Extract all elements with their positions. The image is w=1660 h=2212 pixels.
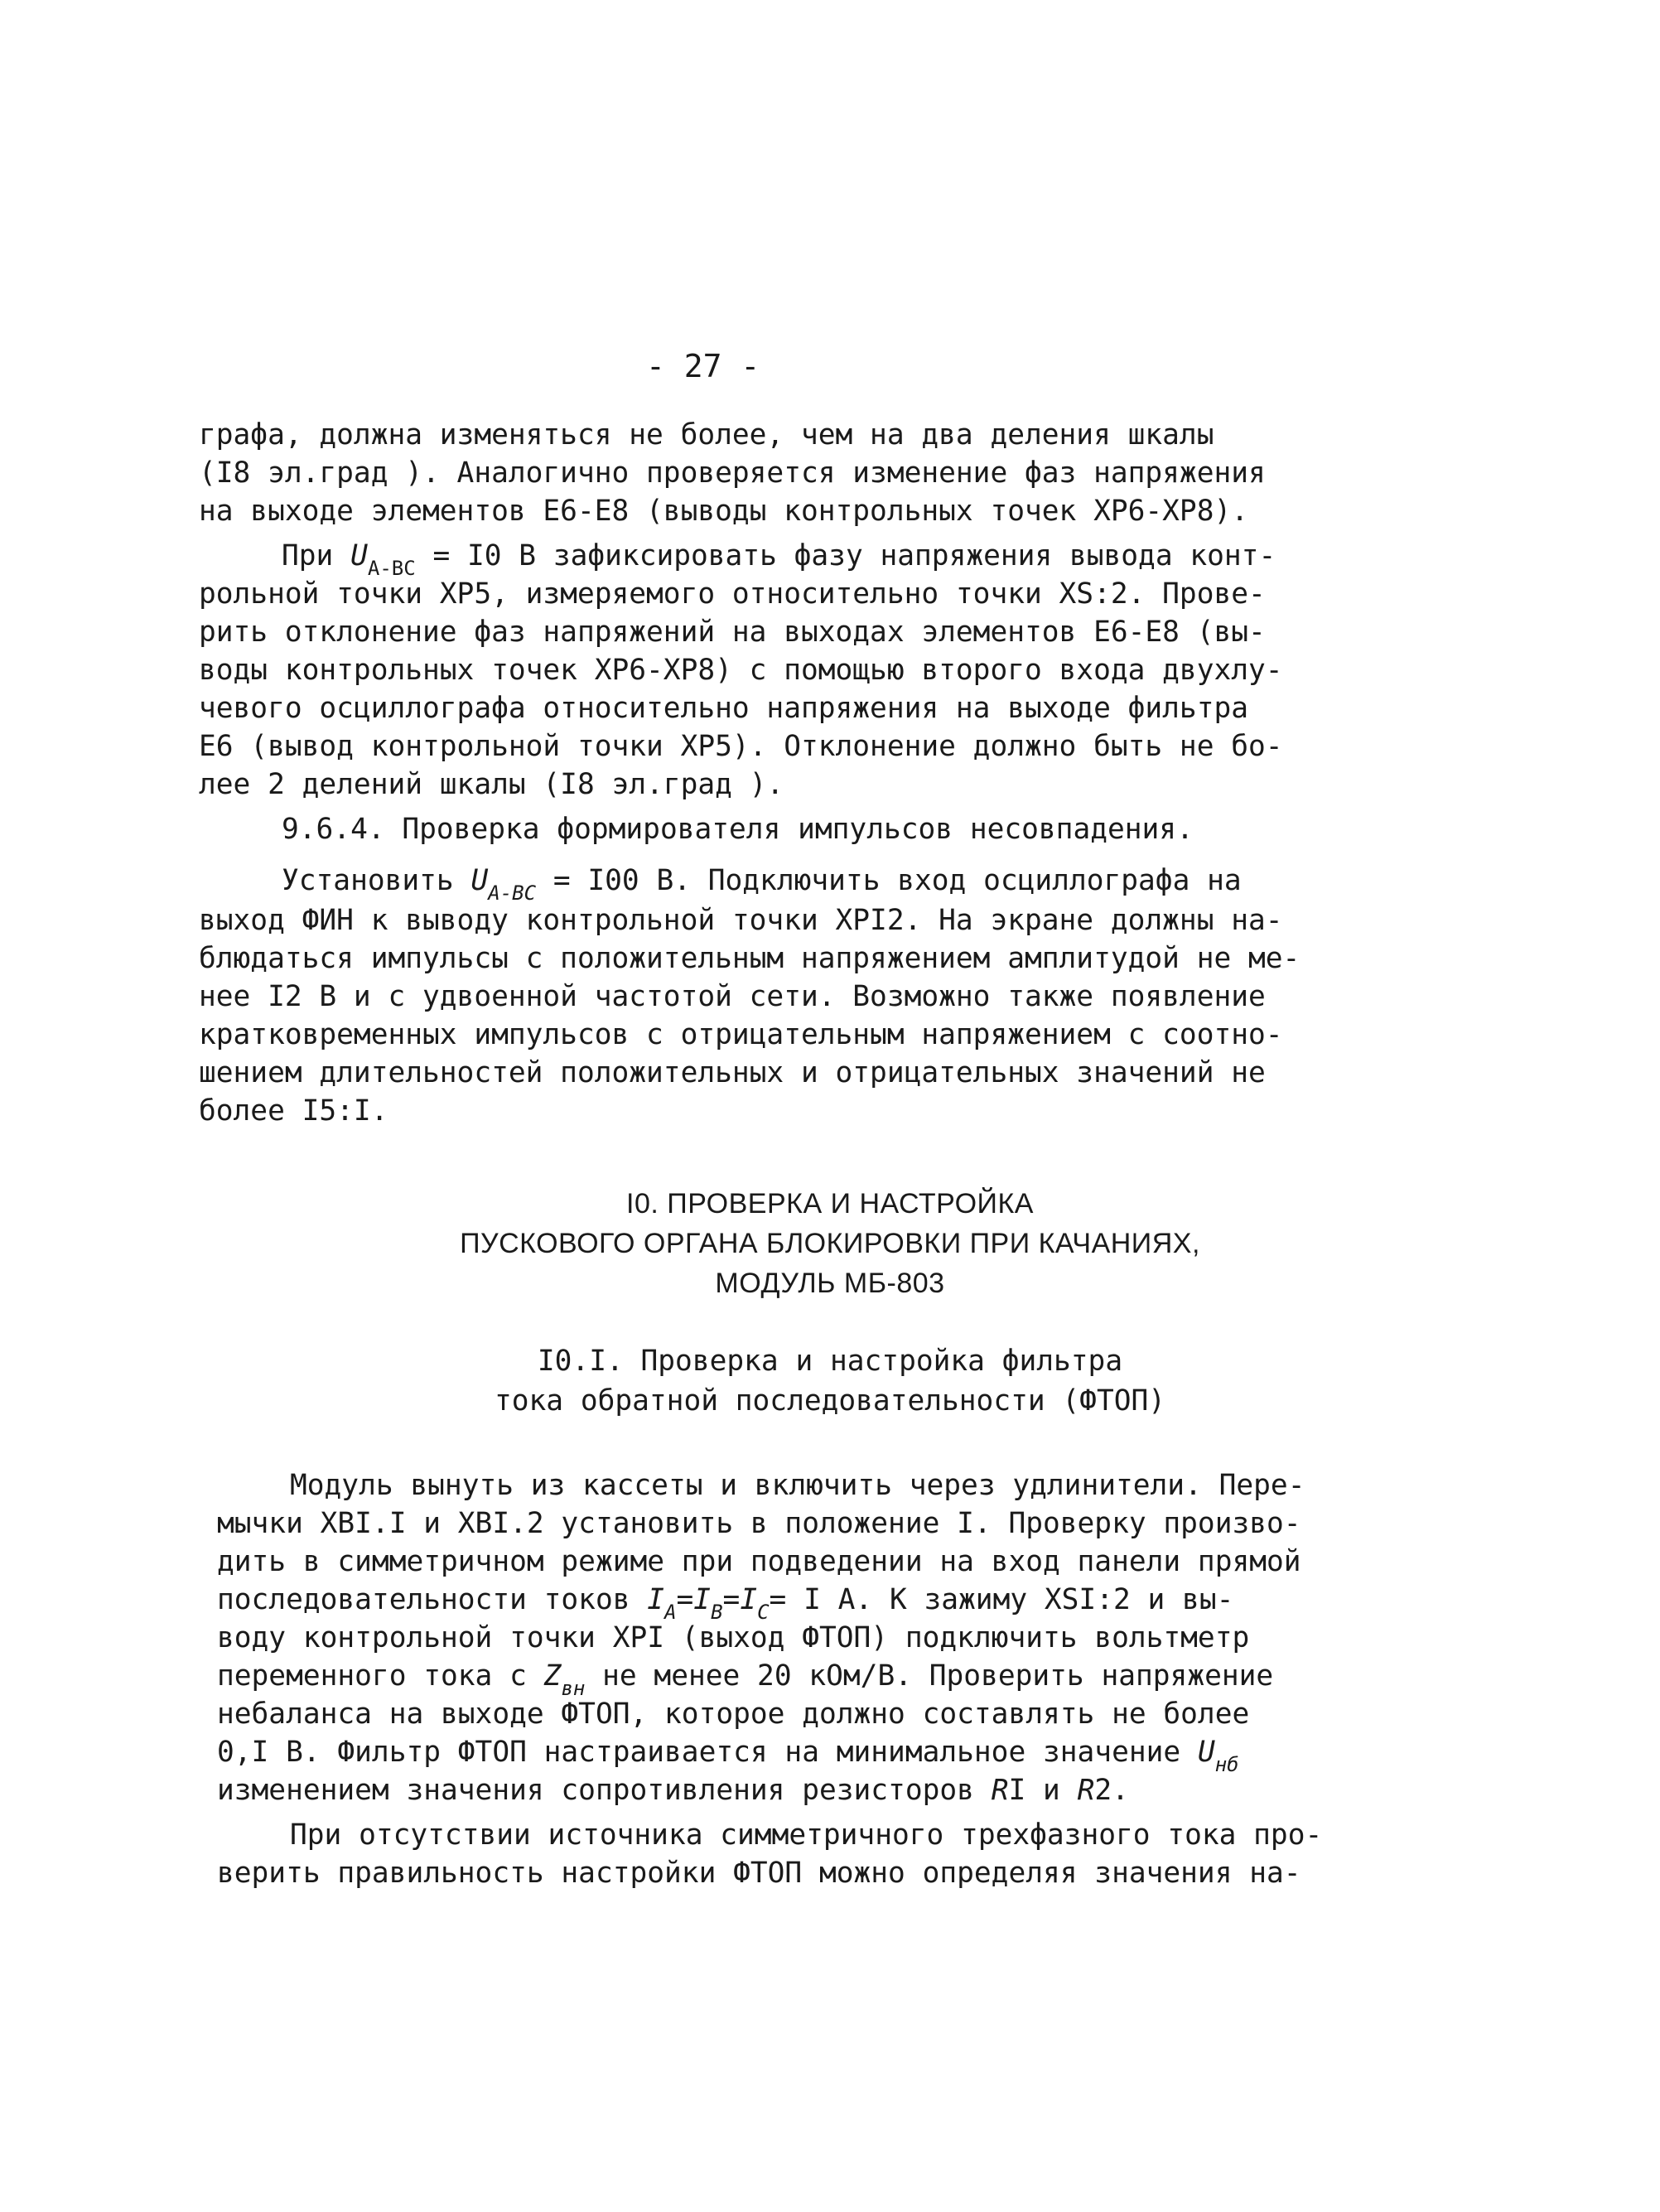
body-line: (I8 эл.град ). Аналогично проверяется изменение фаз напряжения — [199, 456, 1266, 490]
variable-u: U — [350, 539, 368, 572]
subscript: A — [664, 1601, 677, 1624]
variable-r: R — [1077, 1774, 1095, 1807]
variable-u: U — [470, 864, 489, 897]
text-run: = — [676, 1583, 694, 1616]
body-line: кратковременных импульсов с отрицательным напряжением с соотно- — [199, 1018, 1283, 1051]
subscript: A-BC — [488, 881, 537, 905]
body-line: рольной точки ХР5, измеряемого относительно точки XS:2. Прове- — [199, 577, 1266, 611]
subsection-heading-line-2: тока обратной последовательности (ФТОП) — [494, 1384, 1166, 1418]
body-line — [217, 1771, 1129, 1809]
variable-z: Z — [543, 1659, 562, 1693]
section-heading-line-1: I0. ПРОВЕРКА И НАСТРОЙКА — [626, 1188, 1034, 1219]
body-line: При отсутствии источника симметричного трехфазного тока про- — [290, 1818, 1323, 1852]
text-run: = I0 В зафиксировать фазу напряжения вывода конт- — [415, 539, 1276, 572]
section-number-9-6-4: 9.6.4. Проверка формирователя импульсов несовпадения. — [282, 813, 1194, 846]
body-line: графа, должна изменяться не более, чем на два деления шкалы — [199, 418, 1214, 452]
body-line: нее I2 В и с удвоенной частотой сети. Возможно также появление — [199, 980, 1266, 1013]
page-number: - 27 - — [646, 348, 760, 384]
body-line: Модуль вынуть из кассеты и включить через удлинители. Пере- — [290, 1469, 1305, 1502]
variable-i: I — [693, 1583, 712, 1616]
text-run: Установить — [282, 864, 471, 897]
text-run: При — [282, 539, 351, 572]
text-run: изменением значения сопротивления резисторов — [217, 1774, 992, 1807]
body-line: рить отклонение фаз напряжений на выходах элементов Е6-Е8 (вы- — [199, 616, 1266, 649]
section-heading-line-2: ПУСКОВОГО ОРГАНА БЛОКИРОВКИ ПРИ КАЧАНИЯХ, — [460, 1228, 1200, 1259]
body-line: лее 2 делений шкалы (I8 эл.град ). — [199, 768, 784, 801]
variable-u: U — [1197, 1736, 1215, 1769]
subscript: вн — [561, 1677, 586, 1700]
text-run: 2. — [1094, 1774, 1129, 1807]
body-line: воду контрольной точки ХРI (выход ФТОП) подключить вольтметр — [217, 1621, 1250, 1654]
body-line — [217, 1581, 1234, 1624]
body-line: мычки XBI.I и XBI.2 установить в положение I. Проверку произво- — [217, 1507, 1301, 1540]
text-run: последовательности токов — [217, 1583, 648, 1616]
variable-i: I — [647, 1583, 665, 1616]
text-run: 0,I В. Фильтр ФТОП настраивается на минимальное значение — [217, 1736, 1198, 1769]
body-line: шением длительностей положительных и отрицательных значений не — [199, 1056, 1266, 1089]
text-run: = I00 В. Подключить вход осциллографа на — [536, 864, 1242, 897]
subsection-heading-line-1: I0.I. Проверка и настройка фильтра — [537, 1345, 1123, 1378]
text-run: I и — [1008, 1774, 1078, 1807]
variable-r: R — [991, 1774, 1009, 1807]
body-line: дить в симметричном режиме при подведении на вход панели прямой — [217, 1545, 1301, 1578]
text-run: = — [722, 1583, 741, 1616]
body-line — [217, 1733, 1239, 1774]
body-line: выход ФИН к выводу контрольной точки ХРI2. На экране должны на- — [199, 904, 1283, 937]
subscript: C — [757, 1601, 770, 1624]
body-line — [282, 862, 1242, 905]
body-line: блюдаться импульсы с положительным напряжением амплитудой не ме- — [199, 942, 1300, 975]
body-line: на выходе элементов Е6-Е8 (выводы контрольных точек ХР6-ХР8). — [199, 495, 1249, 528]
subscript: A-BC — [367, 557, 416, 580]
body-line: более I5:I. — [199, 1094, 388, 1128]
body-line — [282, 537, 1276, 580]
text-run: = I А. К зажиму XSI:2 и вы- — [769, 1583, 1234, 1616]
body-line: Е6 (вывод контрольной точки ХР5). Отклонение должно быть не бо- — [199, 730, 1283, 763]
body-line: небаланса на выходе ФТОП, которое должно составлять не более — [217, 1698, 1250, 1731]
section-heading-line-3: МОДУЛЬ МБ-803 — [715, 1268, 945, 1299]
subscript: B — [711, 1601, 723, 1624]
body-line — [217, 1657, 1273, 1698]
variable-i: I — [740, 1583, 758, 1616]
text-run: не менее 20 кОм/В. Проверить напряжение — [585, 1659, 1274, 1693]
subscript: нб — [1214, 1753, 1239, 1776]
body-line: воды контрольных точек ХР6-ХР8) с помощью второго входа двухлу- — [199, 654, 1283, 687]
text-run: переменного тока с — [217, 1659, 544, 1693]
body-line: чевого осциллографа относительно напряжения на выходе фильтра — [199, 692, 1249, 725]
body-line: верить правильность настройки ФТОП можно определяя значения на- — [217, 1857, 1301, 1890]
